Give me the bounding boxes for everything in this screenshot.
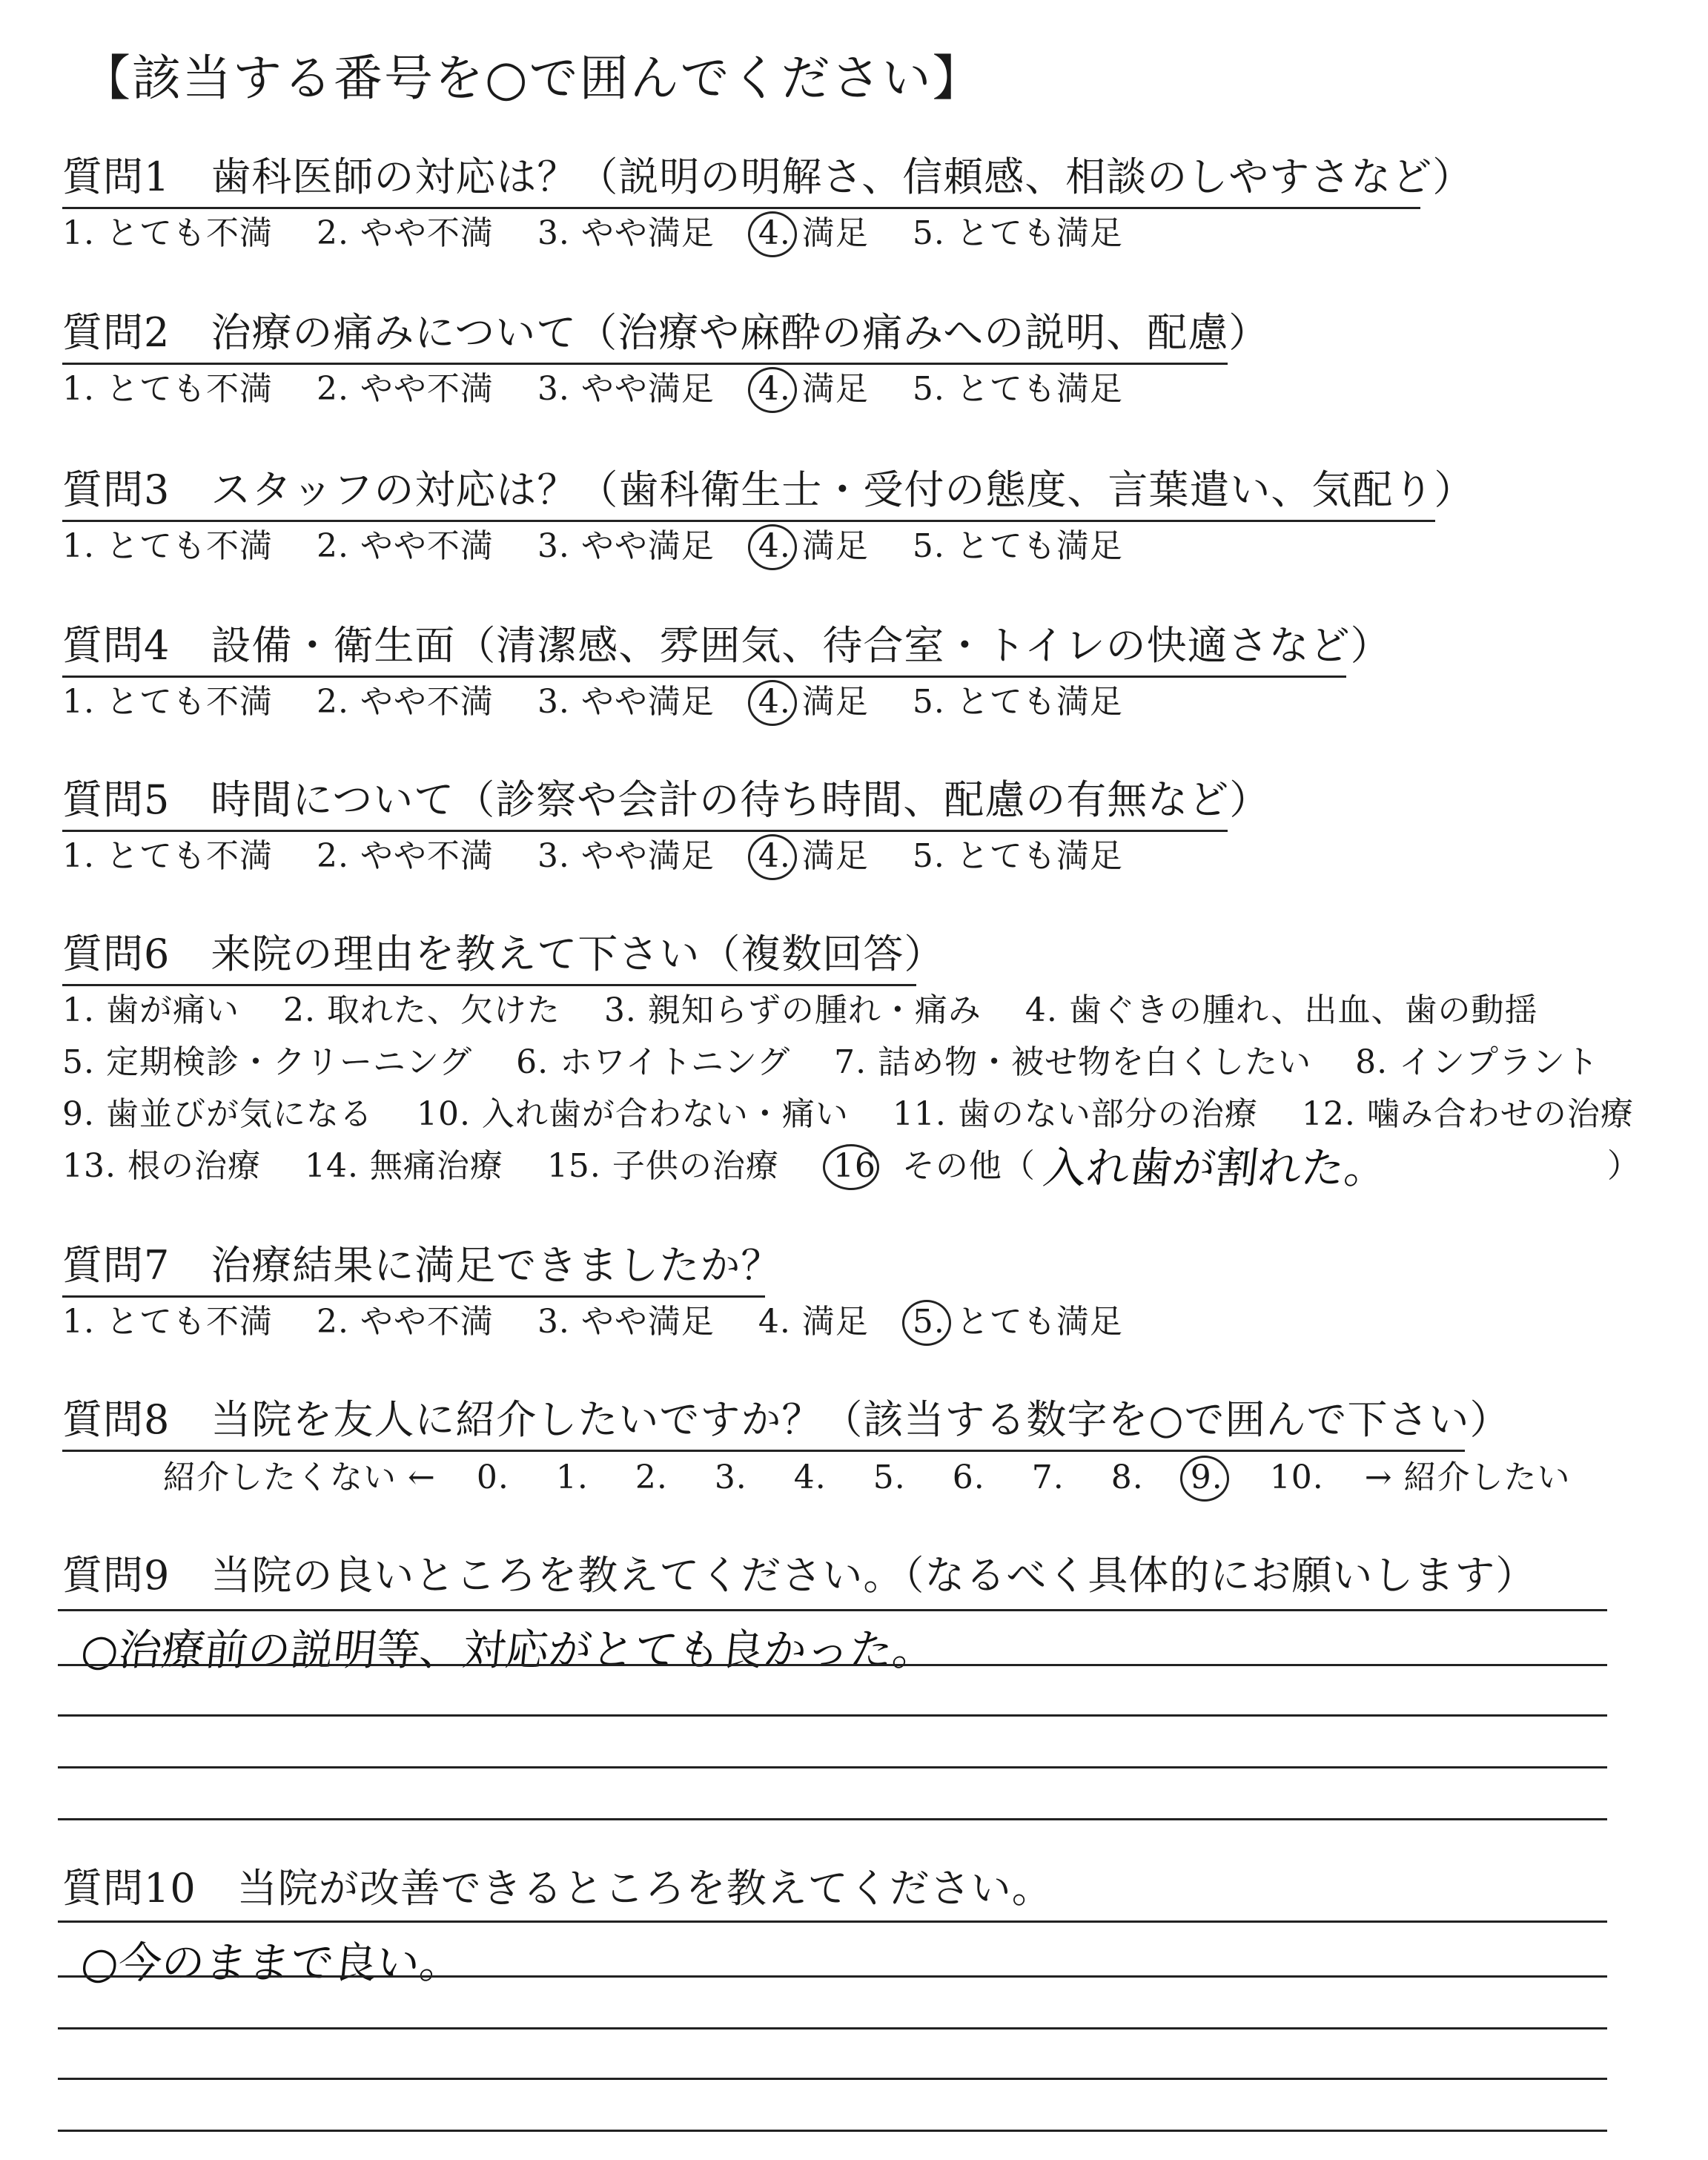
q6-option-3[interactable]: 3. 親知らずの腫れ・痛み bbox=[603, 991, 982, 1029]
question-6-row-2 bbox=[62, 1035, 1632, 1083]
q9-answer-line-1 bbox=[58, 1609, 1607, 1611]
q8-score-8[interactable]: 8. bbox=[1110, 1459, 1144, 1496]
q10-answer-line-5 bbox=[58, 2130, 1607, 2132]
q10-answer-text[interactable]: ○今のままで良い。 bbox=[78, 1938, 466, 1988]
q6-option-14[interactable]: 14. 無痛治療 bbox=[304, 1147, 503, 1185]
question-2-options bbox=[62, 362, 1156, 409]
q6-option-13[interactable]: 13. 根の治療 bbox=[62, 1147, 261, 1185]
q1-option-4-selected[interactable]: 4. 満足 bbox=[758, 214, 869, 252]
q8-left-label: 紹介したくない ← bbox=[163, 1459, 436, 1496]
question-6-row-3 bbox=[62, 1087, 1666, 1135]
q10-answer-line-2 bbox=[58, 1975, 1607, 1978]
q2-option-3[interactable]: 3. やや満足 bbox=[537, 370, 715, 408]
question-3-options bbox=[62, 519, 1156, 567]
page-title: 【該当する番号を○で囲んでください】 bbox=[82, 50, 983, 107]
q7-option-3[interactable]: 3. やや満足 bbox=[537, 1303, 715, 1341]
q10-answer-line-3 bbox=[58, 2027, 1607, 2029]
question-5-options bbox=[62, 829, 1156, 876]
q2-option-4-selected[interactable]: 4. 満足 bbox=[758, 370, 869, 408]
q6-option-7[interactable]: 7. 詰め物・被せ物を白くしたい bbox=[834, 1043, 1312, 1081]
q4-option-2[interactable]: 2. やや不満 bbox=[316, 683, 494, 721]
q6-option-5[interactable]: 5. 定期検診・クリーニング bbox=[62, 1043, 473, 1081]
q8-score-9-selected[interactable]: 9. bbox=[1190, 1459, 1223, 1496]
q5-option-2[interactable]: 2. やや不満 bbox=[316, 837, 494, 875]
question-8-label: 質問8 当院を友人に紹介したいですか？（該当する数字を○で囲んで下さい） bbox=[62, 1388, 1465, 1452]
question-3-label: 質問3 スタッフの対応は？（歯科衛生士・受付の態度、言葉遣い、気配り） bbox=[62, 458, 1435, 522]
q10-answer-line-1 bbox=[58, 1920, 1607, 1923]
q8-score-2[interactable]: 2. bbox=[635, 1459, 668, 1496]
q6-option-2[interactable]: 2. 取れた、欠けた bbox=[282, 991, 560, 1029]
q8-score-10[interactable]: 10. bbox=[1269, 1459, 1324, 1496]
q9-answer-line-5 bbox=[58, 1818, 1607, 1820]
q3-option-3[interactable]: 3. やや満足 bbox=[537, 527, 715, 565]
q6-other-label: その他（ bbox=[901, 1147, 1036, 1185]
q6-other-handwritten[interactable]: 入れ歯が割れた。 bbox=[1040, 1143, 1391, 1193]
q2-option-5[interactable]: 5. とても満足 bbox=[912, 370, 1123, 408]
q3-option-2[interactable]: 2. やや不満 bbox=[316, 527, 494, 565]
q7-option-1[interactable]: 1. とても不満 bbox=[62, 1303, 273, 1341]
q6-option-4[interactable]: 4. 歯ぐきの腫れ、出血、歯の動揺 bbox=[1025, 991, 1538, 1029]
question-1-label: 質問1 歯科医師の対応は？（説明の明解さ、信頼感、相談のしやすさなど） bbox=[62, 145, 1420, 209]
q8-score-0[interactable]: 0. bbox=[476, 1459, 509, 1496]
q6-option-6[interactable]: 6. ホワイトニング bbox=[516, 1043, 791, 1081]
q2-option-2[interactable]: 2. やや不満 bbox=[316, 370, 494, 408]
q5-option-5[interactable]: 5. とても満足 bbox=[912, 837, 1123, 875]
question-7-label: 質問7 治療結果に満足できましたか？ bbox=[62, 1234, 765, 1298]
q6-option-15[interactable]: 15. 子供の治療 bbox=[546, 1147, 779, 1185]
q8-right-label: → 紹介したい bbox=[1364, 1459, 1571, 1496]
question-5-label: 質問5 時間について（診察や会計の待ち時間、配慮の有無など） bbox=[62, 768, 1228, 832]
q4-option-1[interactable]: 1. とても不満 bbox=[62, 683, 273, 721]
q6-option-9[interactable]: 9. 歯並びが気になる bbox=[62, 1095, 373, 1133]
q6-option-16-selected[interactable]: 16 bbox=[833, 1147, 876, 1185]
q4-option-4-selected[interactable]: 4. 満足 bbox=[758, 683, 869, 721]
question-6-row-4 bbox=[62, 1139, 1036, 1186]
q4-option-5[interactable]: 5. とても満足 bbox=[912, 683, 1123, 721]
question-6-label: 質問6 来院の理由を教えて下さい（複数回答） bbox=[62, 922, 916, 986]
q5-option-1[interactable]: 1. とても不満 bbox=[62, 837, 273, 875]
q1-option-2[interactable]: 2. やや不満 bbox=[316, 214, 494, 252]
question-9-label: 質問9 当院の良いところを教えてください。（なるべく具体的にお願いします） bbox=[62, 1552, 1537, 1599]
q2-option-1[interactable]: 1. とても不満 bbox=[62, 370, 273, 408]
q8-score-5[interactable]: 5. bbox=[873, 1459, 906, 1496]
q8-score-1[interactable]: 1. bbox=[555, 1459, 589, 1496]
question-4-label: 質問4 設備・衛生面（清潔感、雰囲気、待合室・トイレの快適さなど） bbox=[62, 614, 1346, 678]
q1-option-1[interactable]: 1. とても不満 bbox=[62, 214, 273, 252]
question-7-options bbox=[62, 1295, 1156, 1342]
q6-option-12[interactable]: 12. 噛み合わせの治療 bbox=[1301, 1095, 1634, 1133]
q3-option-1[interactable]: 1. とても不満 bbox=[62, 527, 273, 565]
q9-answer-line-2 bbox=[58, 1664, 1607, 1666]
question-8-scale bbox=[163, 1450, 1571, 1498]
q5-option-3[interactable]: 3. やや満足 bbox=[537, 837, 715, 875]
q1-option-5[interactable]: 5. とても満足 bbox=[912, 214, 1123, 252]
q8-score-4[interactable]: 4. bbox=[793, 1459, 827, 1496]
q9-answer-text[interactable]: ○治療前の説明等、対応がとても良かった。 bbox=[78, 1625, 939, 1675]
question-4-options bbox=[62, 675, 1156, 722]
q7-option-5-selected[interactable]: 5. とても満足 bbox=[912, 1303, 1123, 1341]
question-1-options bbox=[62, 206, 1156, 254]
q5-option-4-selected[interactable]: 4. 満足 bbox=[758, 837, 869, 875]
q6-other-close-paren: ） bbox=[1607, 1147, 1640, 1185]
question-2-label: 質問2 治療の痛みについて（治療や麻酔の痛みへの説明、配慮） bbox=[62, 301, 1228, 365]
q8-score-3[interactable]: 3. bbox=[714, 1459, 747, 1496]
q6-option-11[interactable]: 11. 歯のない部分の治療 bbox=[892, 1095, 1258, 1133]
q3-option-5[interactable]: 5. とても満足 bbox=[912, 527, 1123, 565]
q1-option-3[interactable]: 3. やや満足 bbox=[537, 214, 715, 252]
q7-option-2[interactable]: 2. やや不満 bbox=[316, 1303, 494, 1341]
q6-option-1[interactable]: 1. 歯が痛い bbox=[62, 991, 239, 1029]
q10-answer-line-4 bbox=[58, 2078, 1607, 2080]
q9-answer-line-4 bbox=[58, 1766, 1607, 1768]
q6-option-10[interactable]: 10. 入れ歯が合わない・痛い bbox=[416, 1095, 849, 1133]
q6-option-8[interactable]: 8. インプラント bbox=[1355, 1043, 1600, 1081]
q7-option-4[interactable]: 4. 満足 bbox=[758, 1303, 869, 1341]
q8-score-6[interactable]: 6. bbox=[952, 1459, 985, 1496]
q3-option-4-selected[interactable]: 4. 満足 bbox=[758, 527, 869, 565]
q4-option-3[interactable]: 3. やや満足 bbox=[537, 683, 715, 721]
question-10-label: 質問10 当院が改善できるところを教えてください。 bbox=[62, 1865, 1053, 1912]
q9-answer-line-3 bbox=[58, 1714, 1607, 1717]
question-6-row-1 bbox=[62, 983, 1571, 1031]
q8-score-7[interactable]: 7. bbox=[1031, 1459, 1065, 1496]
